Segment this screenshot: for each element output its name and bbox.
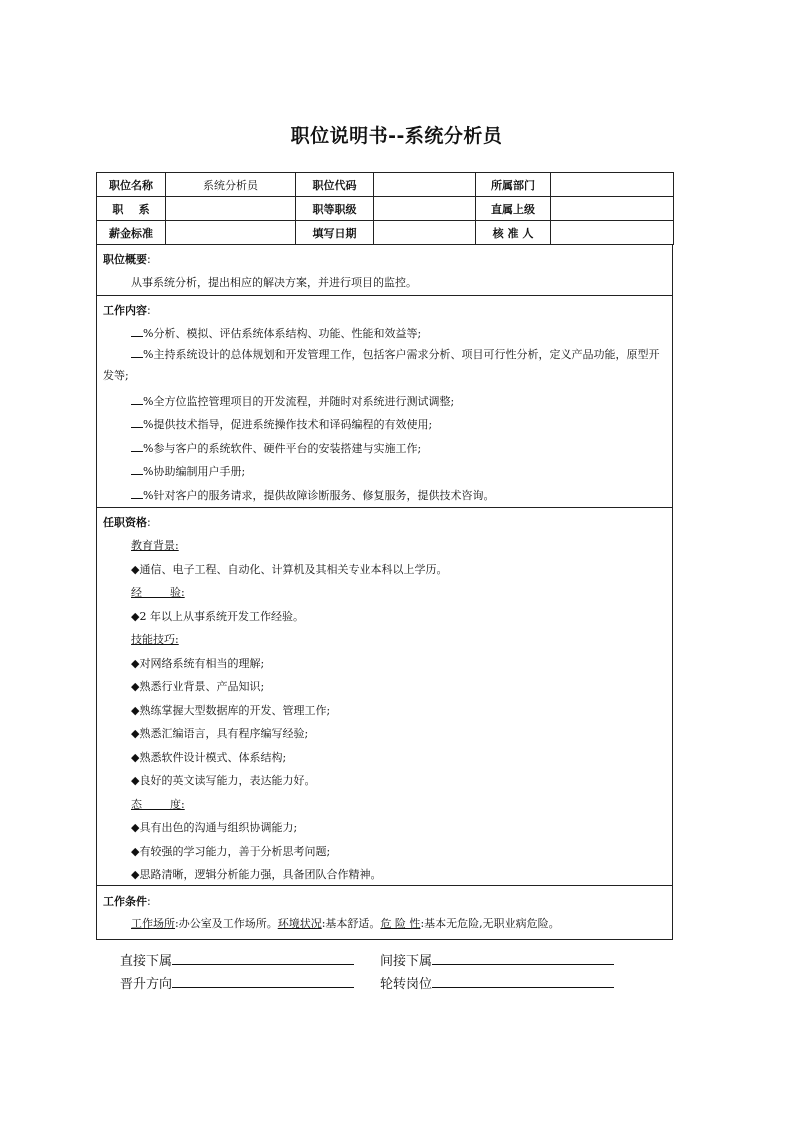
experience-label: 经 验: (131, 586, 185, 599)
header-table (96, 172, 674, 245)
direct-superior-label: 直属上级 (476, 197, 551, 221)
overview-text: 从事系统分析，提出相应的解决方案，并进行项目的监控。 (131, 276, 417, 289)
environment-label: 环境状况 (277, 917, 322, 930)
list-item: ◆熟悉行业背景、产品知识; (131, 680, 265, 693)
job-series-label: 职 系 (97, 197, 166, 221)
list-item: ◆有较强的学习能力，善于分析思考问题; (131, 845, 331, 858)
workplace-value: :办公室及工作场所。 (175, 917, 278, 930)
list-item: ◆具有出色的沟通与组织协调能力; (131, 821, 298, 834)
promotion-label: 晋升方向 (120, 977, 173, 992)
position-name-value[interactable]: 系统分析员 (166, 173, 296, 197)
qualifications-title: 任职资格: (103, 516, 151, 529)
skills-label: 技能技巧: (131, 633, 179, 646)
risk-label: 危 险 性 (380, 917, 421, 930)
approver-label: 核 准 人 (476, 221, 551, 245)
work-content-title: 工作内容: (103, 304, 151, 317)
position-code-value[interactable] (374, 173, 476, 197)
list-item: ◆通信、电子工程、自动化、计算机及其相关专业本科以上学历。 (131, 563, 448, 576)
direct-subordinate-line[interactable] (172, 952, 354, 965)
list-item: ◆熟悉汇编语言，具有程序编写经验; (131, 727, 309, 740)
indirect-subordinate-label: 间接下属 (380, 954, 433, 969)
overview-title: 职位概要: (103, 253, 151, 266)
rotation-field (380, 973, 614, 992)
workplace-label: 工作场所 (131, 917, 175, 930)
conditions-title: 工作条件: (103, 895, 151, 908)
list-item: %参与客户的系统软件、硬件平台的安装搭建与实施工作; (131, 440, 664, 456)
list-item: ◆对网络系统有相当的理解; (131, 657, 265, 670)
approver-value[interactable] (551, 221, 674, 245)
direct-subordinate-field (120, 950, 354, 969)
header-row (97, 221, 674, 245)
risk-value: :基本无危险,无职业病危险。 (420, 917, 560, 930)
qualifications-section (96, 508, 673, 886)
rotation-line[interactable] (432, 975, 614, 988)
salary-standard-value[interactable] (166, 221, 296, 245)
grade-level-label: 职等职级 (296, 197, 374, 221)
indirect-subordinate-field (380, 950, 614, 969)
list-item: %针对客户的服务请求，提供故障诊断服务、修复服务，提供技术咨询。 (131, 487, 664, 503)
direct-subordinate-label: 直接下属 (120, 954, 173, 969)
indirect-subordinate-line[interactable] (432, 952, 614, 965)
list-item: ◆良好的英文读写能力，表达能力好。 (131, 774, 316, 787)
department-label: 所属部门 (476, 173, 551, 197)
fill-date-label: 填写日期 (296, 221, 374, 245)
list-item: %分析、模拟、评估系统体系结构、功能、性能和效益等; (131, 325, 664, 341)
environment-value: :基本舒适。 (321, 917, 381, 930)
list-item: ◆熟练掌握大型数据库的开发、管理工作; (131, 704, 331, 717)
promotion-field (120, 973, 354, 992)
rotation-label: 轮转岗位 (380, 977, 433, 992)
promotion-line[interactable] (172, 975, 354, 988)
grade-level-value[interactable] (374, 197, 476, 221)
conditions-section (96, 886, 673, 940)
education-label: 教育背景: (131, 539, 179, 552)
position-name-label: 职位名称 (97, 173, 166, 197)
list-item: ◆熟悉软件设计模式、体系结构; (131, 751, 287, 764)
list-item: %主持系统设计的总体规划和开发管理工作，包括客户需求分析、项目可行性分析，定义产品功能，原型开发等; (103, 348, 660, 382)
fill-date-value[interactable] (374, 221, 476, 245)
page-title: 职位说明书--系统分析员 (290, 125, 503, 147)
header-row (97, 173, 674, 197)
department-value[interactable] (551, 173, 674, 197)
header-row (97, 197, 674, 221)
attitude-label: 态 度: (131, 798, 185, 811)
position-code-label: 职位代码 (296, 173, 374, 197)
job-series-value[interactable] (166, 197, 296, 221)
salary-standard-label: 薪金标准 (97, 221, 166, 245)
list-item: ◆思路清晰，逻辑分析能力强，具备团队合作精神。 (131, 868, 382, 881)
list-item: ◆2 年以上从事系统开发工作经验。 (131, 610, 304, 623)
list-item: %协助编制用户手册; (131, 463, 664, 479)
conditions-text (131, 915, 664, 931)
overview-section (96, 245, 673, 296)
list-item: %提供技术指导，促进系统操作技术和译码编程的有效使用; (131, 416, 664, 432)
work-content-section (96, 296, 673, 508)
list-item: %全方位监控管理项目的开发流程，并随时对系统进行测试调整; (131, 393, 664, 409)
direct-superior-value[interactable] (551, 197, 674, 221)
